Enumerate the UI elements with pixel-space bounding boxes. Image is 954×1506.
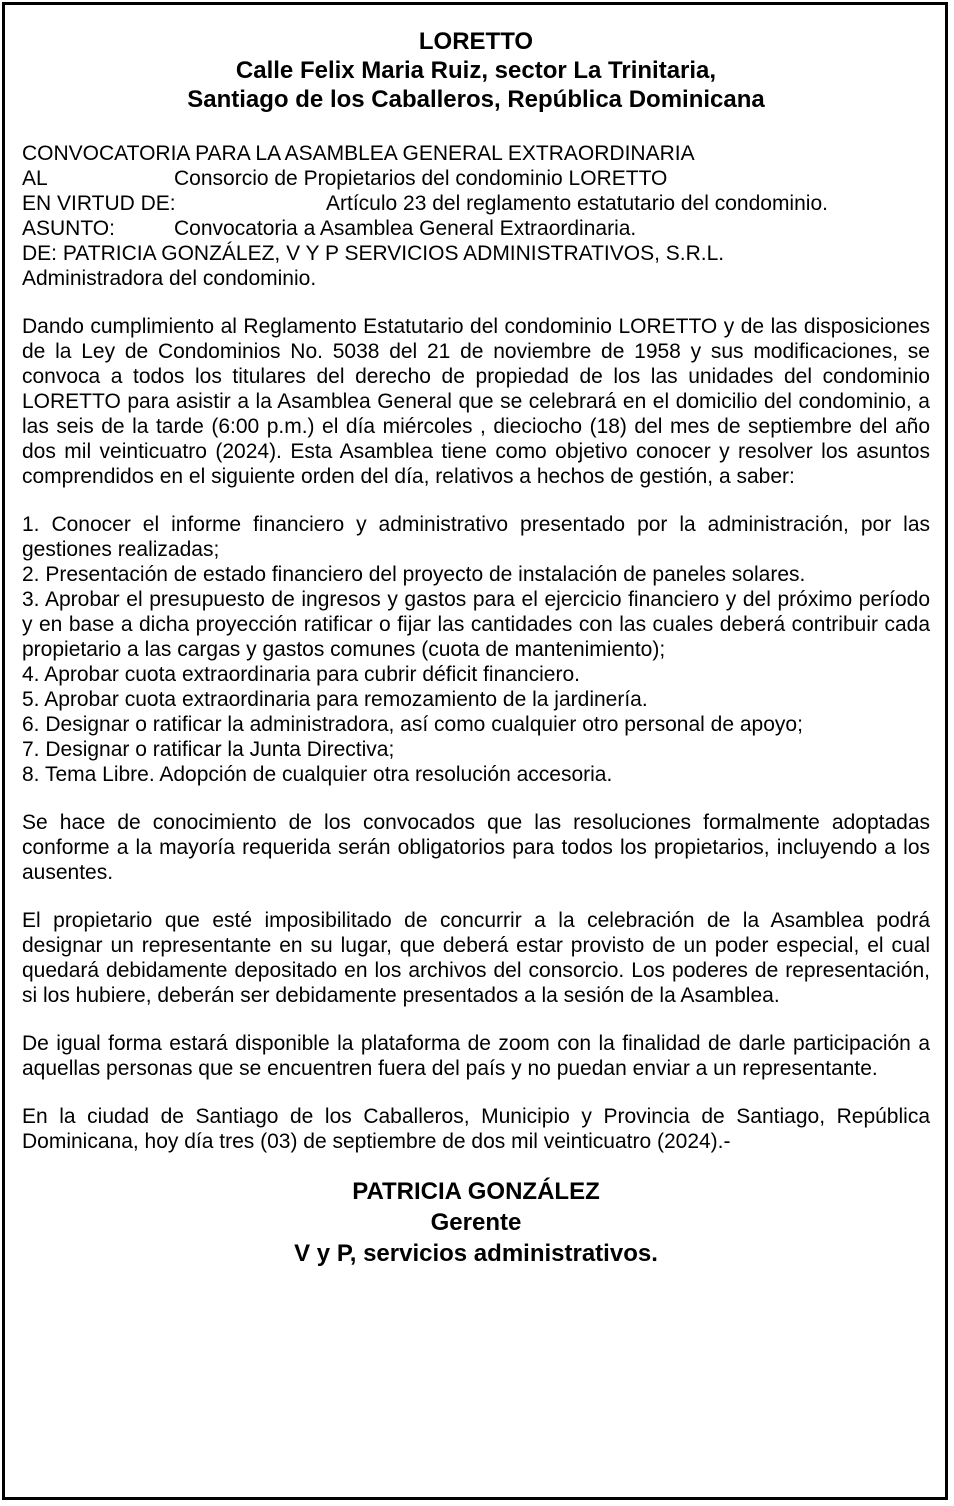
signature-block	[22, 1176, 930, 1269]
agenda-item: 8. Tema Libre. Adopción de cualquier otra resolución accesoria.	[22, 763, 613, 786]
agenda-item: 5. Aprobar cuota extraordinaria para remozamiento de la jardinería.	[22, 688, 648, 711]
agenda-item: 6. Designar o ratificar la administradora, así como cualquier otro personal de apoyo;	[22, 713, 803, 736]
agenda-item: 3. Aprobar el presupuesto de ingresos y gastos para el ejercicio financiero y del próximo período y en base a dicha proyección ratificar o fijar las cantidades con las cuales deberá contribuir cada propietario a las cargas y gastos comunes (cuota de mantenimiento);	[22, 588, 930, 661]
subject-label: ASUNTO:	[22, 217, 115, 240]
to-value: Consorcio de Propietarios del condominio LORETTO	[174, 167, 668, 190]
to-label: AL	[22, 167, 48, 190]
header	[22, 27, 930, 114]
signatory-title: Gerente	[430, 1209, 522, 1236]
subject-value: Convocatoria a Asamblea General Extraordinaria.	[174, 217, 637, 240]
address-line-2: Santiago de los Caballeros, República Dominicana	[187, 86, 765, 113]
agenda-item: 2. Presentación de estado financiero del proyecto de instalación de paneles solares.	[22, 563, 806, 586]
subject-row	[22, 216, 930, 241]
from-role: Administradora del condominio.	[22, 267, 317, 290]
representation-paragraph: El propietario que esté imposibilitado de concurrir a la celebración de la Asamblea podrá designar un representante en su lugar, que deberá estar provisto de un poder especial, el cual quedará debidamente depositado en los archivos del consorcio. Los poderes de representación, si los hubiere, deberán ser debidamente presentados a la sesión de la Asamblea.	[22, 909, 930, 1007]
from-line: DE: PATRICIA GONZÁLEZ, V Y P SERVICIOS ADMINISTRATIVOS, S.R.L.	[22, 242, 725, 265]
notice-content	[22, 27, 930, 1269]
under-label: EN VIRTUD DE:	[22, 192, 176, 215]
convocation-title: CONVOCATORIA PARA LA ASAMBLEA GENERAL EXTRAORDINARIA	[22, 142, 695, 165]
under-row	[22, 191, 930, 216]
signatory-company: V y P, servicios administrativos.	[294, 1240, 658, 1267]
resolutions-paragraph: Se hace de conocimiento de los convocados que las resoluciones formalmente adoptadas conforme a la mayoría requerida serán obligatorios para todos los propietarios, incluyendo a los ausentes.	[22, 811, 930, 884]
meta-block	[22, 141, 930, 291]
address-line-1: Calle Felix Maria Ruiz, sector La Trinitaria,	[235, 57, 717, 84]
agenda-list	[22, 512, 930, 787]
condominium-name: LORETTO	[418, 28, 534, 55]
agenda-item: 7. Designar o ratificar la Junta Directiva;	[22, 738, 395, 761]
agenda-item: 1. Conocer el informe financiero y administrativo presentado por la administración, por las gestiones realizadas;	[22, 513, 930, 561]
to-row	[22, 166, 930, 191]
agenda-item: 4. Aprobar cuota extraordinaria para cubrir déficit financiero.	[22, 663, 580, 686]
location-date-paragraph: En la ciudad de Santiago de los Caballeros, Municipio y Provincia de Santiago, República Dominicana, hoy día tres (03) de septiembre de dos mil veinticuatro (2024).-	[22, 1105, 930, 1153]
under-value: Artículo 23 del reglamento estatutario del condominio.	[326, 192, 828, 215]
intro-paragraph: Dando cumplimiento al Reglamento Estatutario del condominio LORETTO y de las disposiciones de la Ley de Condominios No. 5038 del 21 de noviembre de 1958 y sus modificaciones, se convoca a todos los titulares del derecho de propiedad de los las unidades del condominio LORETTO para asistir a la Asamblea General que se celebrará en el domicilio del condominio, a las seis de la tarde (6:00 p.m.) el día miércoles , dieciocho (18) del mes de septiembre del año dos mil veinticuatro (2024). Esta Asamblea tiene como objetivo conocer y resolver los asuntos comprendidos en el siguiente orden del día, relativos a hechos de gestión, a saber:	[22, 315, 930, 488]
signatory-name: PATRICIA GONZÁLEZ	[352, 1178, 600, 1205]
notice-frame	[2, 2, 948, 1500]
zoom-paragraph: De igual forma estará disponible la plataforma de zoom con la finalidad de darle participación a aquellas personas que se encuentren fuera del país y no puedan enviar a un representante.	[22, 1032, 930, 1080]
